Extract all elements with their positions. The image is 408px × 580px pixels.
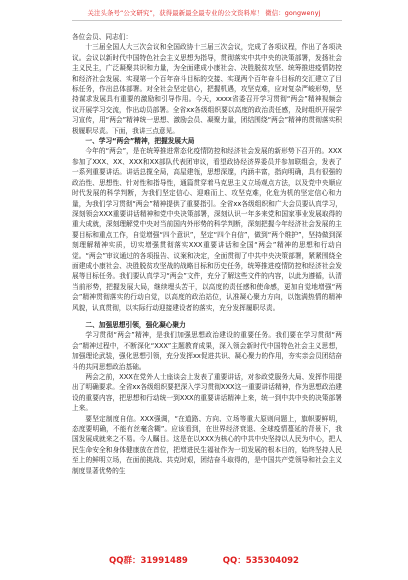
section-heading-2: 二、加强思想引领，强化凝心聚力 xyxy=(85,320,186,329)
paragraph: 今年的“两会”，是在统筹推进常态化疫情防控和经济社会发展的新形势下召开的。XXX参加了XXX、XX、XXX和XX部队代表团审议，看望政协经济界委员并参加联组会，发表了一系列重要讲话。讲话总揽全局，高屋建瓴，思想深邃，内涵丰富，指向明确，具有很强的政治性、思想性、针对性和指导性，通篇贯穿着马克思主义立场观点方法，以及党中央顺应时代发展的科学判断，为我们坚定信心、迎难而上、攻坚克难，化危为机的坚定信心和力量，为我们学习贯彻“两会”精神提供了重要指引。全省xx各级组织和广大会员要认真学习，深刻领会XXX重要讲话精神和党中央决策部署，深刻认识一年多来党和国家事业发展取得的重大成就，深刻理解党中央对当前国内外形势的科学判断，深刻把握今年经济社会发展的主要目标和重点工作，自觉增强“四个意识”，坚定“四个自信”，做到“两个维护”，坚持做到深刻理解精神实质，切实增强贯彻落实XXX重要讲话和全国“两会”精神的思想和行动自觉。“两会”审议通过的各项报告、议案和决定，全面贯彻了中共中央决策部署，紧紧围绕全面建成小康社会、决胜脱贫攻坚战的战略目标和历史任务，统筹推进疫情防控和经济社会发展等目标任务。我们要认真学习“两会”文件，充分了解这些文件的内容，以此为遵循，认清当前形势，把握发展大局，继续埋头苦干，以高度的责任感和使命感，更加自觉地增强“两会”精神贯彻落实的行动自觉，以高度的政治站位，认准凝心聚力方向，以饱满热情的精神风貌，认真贯彻，以实际行动迎接建设者的落实，充分发挥履职尽责。 xyxy=(72,147,342,312)
paragraph: 两会之前，XXX在党外人士座谈会上发表了重要讲话，对参政党服务大局、发挥作用提出了明确要求。全省xx各级组织要把深入学习贯彻XXX这一重要讲话精神，作为思想政治建设的重要内容，把思想和行动统一到XXX的重要讲话精神上来，统一到中共中央的决策部署上来。 xyxy=(72,373,342,413)
paragraph: 学习贯彻“两会”精神，是我们加强思想政治建设的重要任务。我们要在学习贯彻“两会”精神过程中，不断深化“XXX”主题教育成果，深入领会新时代中国特色社会主义思想，加强理论武装，强化思想引领，充分发挥xx促进共识、凝心聚力的作用，夯实亲会员团结奋斗的共同思想政治基础。 xyxy=(72,331,342,371)
document-body xyxy=(72,32,342,476)
footer-contact xyxy=(0,554,408,566)
header-divider xyxy=(72,20,342,21)
section-heading-1: 一、学习“两会”精神，把握发展大局 xyxy=(85,137,195,146)
greeting: 各位会员、同志们： xyxy=(72,33,133,41)
paragraph: 要坚定制度自信。XXX强调，“在道路、方向、立场等重大原则问题上，旗帜要鲜明，态度要明确，不能有丝毫含糊”。应该看到，在世界经济衰退、全球疫情蔓延的背景下，我国发展成就来之不易。今人瞩目。这是在以XXX为核心的中共中央坚持以人民为中心，把人民生命安全和身体健康放在首位，把增进民生福祉作为一切发展的根本目的，始终坚持人民至上的鲜明立场，在面前挑战、共克时艰，团结奋斗取得的，是中国共产党领导和社会主义制度显著优势的生 xyxy=(72,414,342,475)
top-banner: 关注头条号“公文研究”，获得最新最全最专业的公文资料库！ 微信：gongwenyj xyxy=(87,9,321,17)
footer-qq-group: QQ群：31991489 xyxy=(109,556,188,566)
paragraph: 十三届全国人大三次会议和全国政协十三届三次会议，完成了各项议程，作出了各项决议。会议以新时代中国特色社会主义思想为指导，贯彻落实中共中央的决策部署，发扬社会主义民主，广泛凝聚共识和力量，为全面建成小康社会、决胜脱贫攻坚、统筹推进疫情防控和经济社会发展、实现第一个百年奋斗目标的交接、实现两个百年奋斗目标的交汇建立了目标任务，作出总体部署。对全社会坚定信心，把握机遇，攻坚克难，应对复杂严峻形势，坚持谋求发展具有重要的激励和引导作用。今天，xxxx省委召开学习贯彻“两会”精神视频会议开展学习交流，作出动员部署。全省xx各级组织要以高度的政治责任感，及时组织开展学习宣传，用“两会”精神统一思想、激励会员、凝聚力量，团结围绕“两会”精神的贯彻落实积极履职尽责。下面，我讲三点意见。 xyxy=(72,43,342,135)
footer-qq: QQ：535304092 xyxy=(222,556,299,566)
